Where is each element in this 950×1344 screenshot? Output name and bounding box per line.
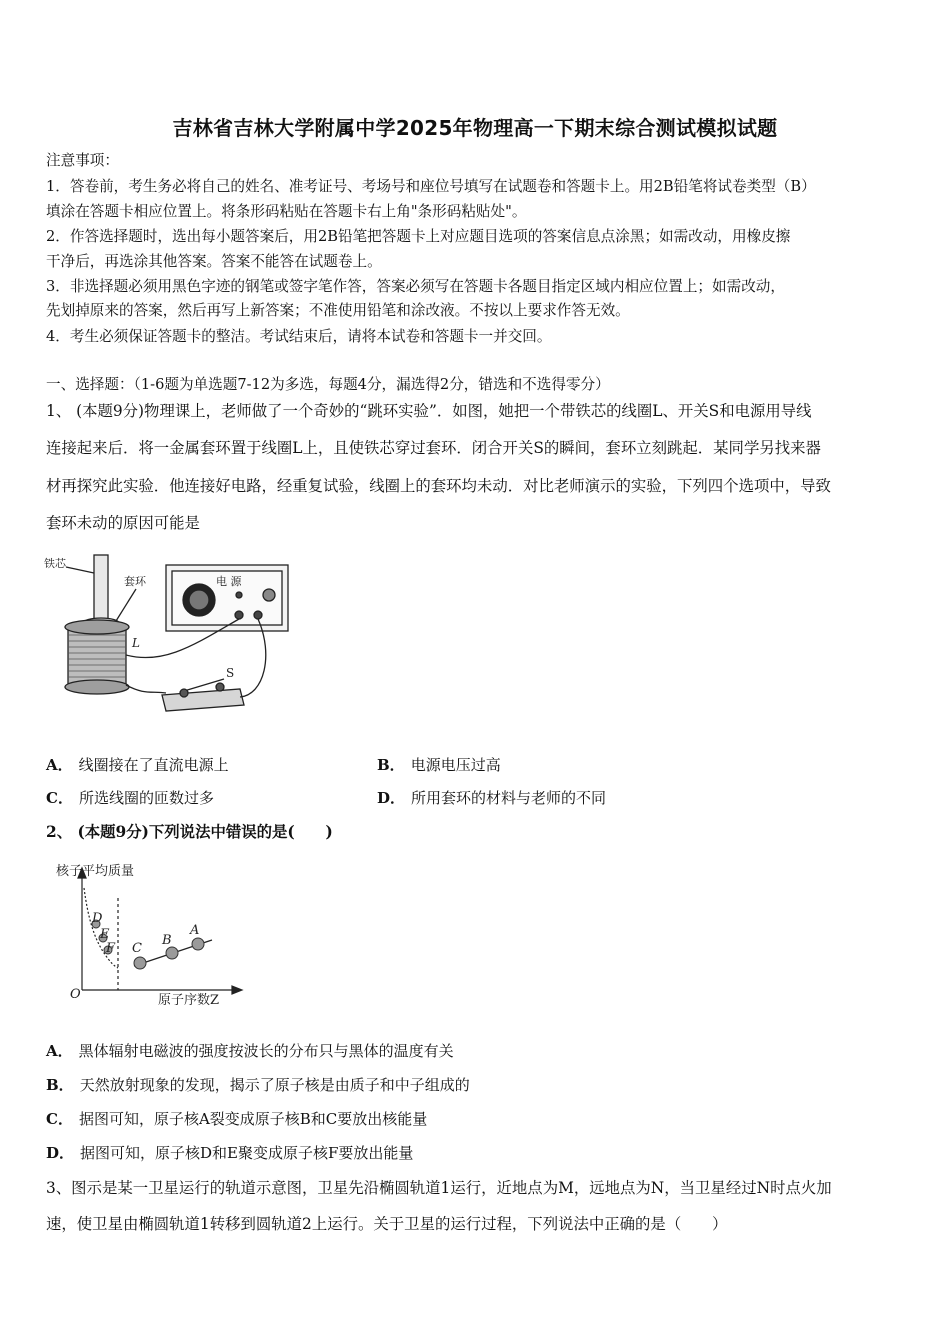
switch-base xyxy=(162,689,244,711)
option-text: 电源电压过高 xyxy=(410,756,501,774)
q2-stem: 2、 (本题9分)下列说法中错误的是( ) xyxy=(46,823,333,841)
coil xyxy=(68,627,126,687)
option-text: 黑体辐射电磁波的强度按波长的分布只与黑体的温度有关 xyxy=(78,1042,454,1060)
exam-title: 吉林省吉林大学附属中学2025年物理高一下期末综合测试模拟试题 xyxy=(172,116,778,140)
option-key: C． xyxy=(46,1110,73,1128)
nucleon-mass-graph-figure xyxy=(56,858,246,1008)
q1-option-a[interactable] xyxy=(46,755,229,775)
notice-line: 1．答卷前，考生务必将自己的姓名、准考证号、考场号和座位号填写在试题卷和答题卡上。用2B铅笔将试卷类型（B） xyxy=(46,178,816,195)
point-c xyxy=(134,957,146,969)
label-ring: 套环 xyxy=(124,575,146,588)
q2-option-b[interactable] xyxy=(46,1075,470,1095)
point-a xyxy=(192,938,204,950)
q3-stem-line: 速，使卫星由椭圆轨道1转移到圆轨道2上运行。关于卫星的运行过程，下列说法中正确的是（ ） xyxy=(46,1215,728,1233)
x-axis-label: 原子序数Z xyxy=(158,993,220,1008)
option-key: D． xyxy=(377,789,406,807)
option-text: 天然放射现象的发现，揭示了原子核是由质子和中子组成的 xyxy=(79,1076,470,1094)
jumping-ring-apparatus-figure xyxy=(44,545,304,725)
notice-line: 干净后，再选涂其他答案。答案不能答在试题卷上。 xyxy=(46,253,382,270)
q1-option-c[interactable] xyxy=(46,788,214,808)
q1-stem-line: 连接起来后．将一金属套环置于线圈L上，且使铁芯穿过套环．闭合开关S的瞬间，套环立刻跳起．某同学另找来器 xyxy=(46,439,821,457)
option-key: A． xyxy=(46,1042,73,1060)
q1-option-d[interactable] xyxy=(377,788,606,808)
notice-line: 2．作答选择题时，选出每小题答案后，用2B铅笔把答题卡上对应题目选项的答案信息点涂黑；如需改动，用橡皮擦 xyxy=(46,228,791,245)
q3-stem-line: 3、图示是某一卫星运行的轨道示意图，卫星先沿椭圆轨道1运行，近地点为M，远地点为N，当卫星经过N时点火加 xyxy=(46,1179,832,1197)
x-axis-arrow xyxy=(232,986,242,994)
label-f: F xyxy=(106,941,116,956)
label-d: D xyxy=(92,911,103,926)
terminal xyxy=(254,611,262,619)
q1-stem-line: 套环未动的原因可能是 xyxy=(46,514,200,532)
point-b xyxy=(166,947,178,959)
label-a: A xyxy=(190,923,200,938)
label-origin: O xyxy=(70,987,81,1002)
label-coil: L xyxy=(132,636,140,650)
q2-option-d[interactable] xyxy=(46,1143,413,1163)
power-knob xyxy=(263,589,275,601)
option-key: A． xyxy=(46,756,73,774)
option-text: 所选线圈的匝数过多 xyxy=(78,789,214,807)
notice-line: 先划掉原来的答案，然后再写上新答案；不准使用铅笔和涂改液。不按以上要求作答无效。 xyxy=(46,302,630,319)
option-key: C． xyxy=(46,789,73,807)
q2-option-c[interactable] xyxy=(46,1109,427,1129)
option-key: B． xyxy=(46,1076,74,1094)
notice-heading: 注意事项： xyxy=(46,152,119,169)
section-heading: 一、选择题：（1-6题为单选题7-12为多选，每题4分，漏选得2分，错选和不选得零分） xyxy=(46,376,610,393)
terminal xyxy=(235,611,243,619)
label-iron-core: 铁芯 xyxy=(44,557,66,570)
q2-option-a[interactable] xyxy=(46,1041,454,1061)
label-power-supply: 电 源 xyxy=(216,575,242,588)
q1-stem-line: 材再探究此实验．他连接好电路，经重复试验，线圈上的套环均未动．对比老师演示的实验，下列四个选项中，导致 xyxy=(46,477,831,495)
switch xyxy=(180,689,188,697)
label-e: E xyxy=(100,927,110,942)
option-text: 据图可知，原子核D和E聚变成原子核F要放出能量 xyxy=(80,1144,414,1162)
label-c: C xyxy=(132,941,142,956)
option-text: 所用套环的材料与老师的不同 xyxy=(411,789,607,807)
option-key: D． xyxy=(46,1144,75,1162)
label-switch: S xyxy=(226,666,235,680)
option-text: 线圈接在了直流电源上 xyxy=(78,756,229,774)
y-axis-label: 核子平均质量 xyxy=(56,864,135,879)
q1-stem-line: 1、 (本题9分)物理课上，老师做了一个奇妙的“跳环实验”．如图，她把一个带铁芯的线圈L、开关S和电源用导线 xyxy=(46,402,812,420)
option-text: 据图可知，原子核A裂变成原子核B和C要放出核能量 xyxy=(78,1110,428,1128)
option-key: B． xyxy=(377,756,405,774)
q1-option-b[interactable] xyxy=(377,755,501,775)
notice-line: 填涂在答题卡相应位置上。将条形码粘贴在答题卡右上角"条形码粘贴处"。 xyxy=(46,203,527,220)
notice-line: 4．考生必须保证答题卡的整洁。考试结束后，请将本试卷和答题卡一并交回。 xyxy=(46,328,552,345)
notice-line: 3．非选择题必须用黑色字迹的钢笔或签字笔作答，答案必须写在答题卡各题目指定区域内相应位置上；如需改动， xyxy=(46,278,785,295)
label-b: B xyxy=(162,933,172,948)
